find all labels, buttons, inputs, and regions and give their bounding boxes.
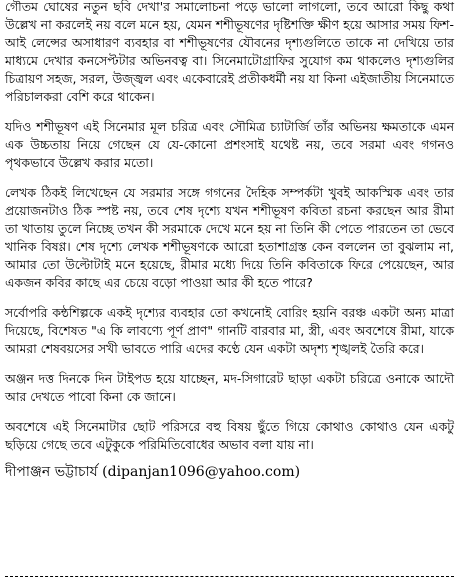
dashed-divider [5,576,454,577]
signature [5,463,454,481]
paragraph-music: সর্বোপরি কন্ঠশিল্পকে একই দৃশ্যের ব্যবহার তো কখনোই বোরিং হয়নি বরঞ্চ একটা অন্য মাত্রা দিয়েছে, বিশেষত "এ কি লাবণ্যে পূর্ণ প্রাণ" গানটি বারবার মা, স্ত্রী, এবং অবশেষে রীমা, যাকে আমরা শেষবয়সের সখী ভাবতে পারি এদের কণ্ঠে যেন একটা অদৃশ্য শৃঙ্খলই তৈরি করে। [5,305,454,356]
paragraph-acting: যদিও শশীভূষণ এই সিনেমার মূল চরিত্র এবং সৌমিত্র চ্যাটার্জি তাঁর অভিনয় ক্ষমতাকে এমন এক উচ্চতায় নিয়ে গেছেন যে যে-কোনো প্রশংসাই যথেষ্ট নয়, তবে সরমা এবং গগনও পৃথকভাবে উল্লেখ করার মতো। [5,119,454,170]
paragraph-final-scene: লেখক ঠিকই লিখেছেন যে সরমার সঙ্গে গগনের দৈহিক সম্পর্কটা খুবই আকস্মিক এবং তার প্রয়োজনটাও ঠিক স্পষ্ট নয়, তবে শেষ দৃশ্যে যখন শশীভূষণ কবিতা রচনা করছেন আর রীমা তা খাতায় তুলে নিচ্ছে তখন কী সরমাকে দেখে মনে হয় না তিনি কী পেতে পারতেন তা ভেবে খানিক বিষণ্ণ। শেষ দৃশ্যে লেখক শশীভূষণকে আরো হতাশাগ্রস্ত কেন বললেন তা বুঝলাম না, আমার তো উল্টোটাই মনে হয়েছে, রীমার মধ্যে দিয়ে তিনি কবিতাকে ফিরে পেয়েছেন, আর একজন কবির কাছে এর চেয়ে বড়ো পাওয়া আর কী হতে পারে? [5,185,454,290]
author-name: দীপাঞ্জন ভট্টাচার্য [5,464,98,480]
paragraph-anjan-dutt: অঞ্জন দত্ত দিনকে দিন টাইপড হয়ে যাচ্ছেন, মদ-সিগারেট ছাড়া একটা চরিত্রে ওনাকে আদৌ আর দেখতে পাবো কিনা কে জানে। [5,371,454,404]
paragraph-conclusion: অবশেষে এই সিনেমাটার ছোট পরিসরে বহু বিষয় ছুঁতে গিয়ে কোথাও কোথাও যেন একটু ছড়িয়ে গেছে তবে এটুকুকে পরিমিতিবোধের অভাব বলা যায় না। [5,419,454,452]
author-email: (dipanjan1096@yahoo.com) [102,464,301,480]
paragraph-cinematography: গৌতম ঘোষের নতুন ছবি দেখা'র সমালোচনা পড়ে ভালো লাগলো, তবে আরো কিছু কথা উল্লেখ না করলেই নয় বলে মনে হয়, যেমন শশীভূষণের দৃষ্টিশক্তি ক্ষীণ হয়ে আসার সময় ফিশ-আই লেন্সের অসাধারণ ব্যবহার বা শশীভূষণের যৌবনের দৃশ্যগুলিতে তাকে না দেখিয়ে তার মাধ্যমে দেখার কনসেপ্টটার অভিনবত্ব বা। সিনেমাটোগ্রাফির সুযোগ কম থাকলেও দৃশ্যগুলির চিত্রায়ণ সহজ, সরল, উজ্জ্বল এবং একেবারেই প্রতীকধর্মী নয় যা কিনা এইজাতীয় সিনেমাতে পরিচালকরা বেশি করে থাকেন। [5,0,454,104]
